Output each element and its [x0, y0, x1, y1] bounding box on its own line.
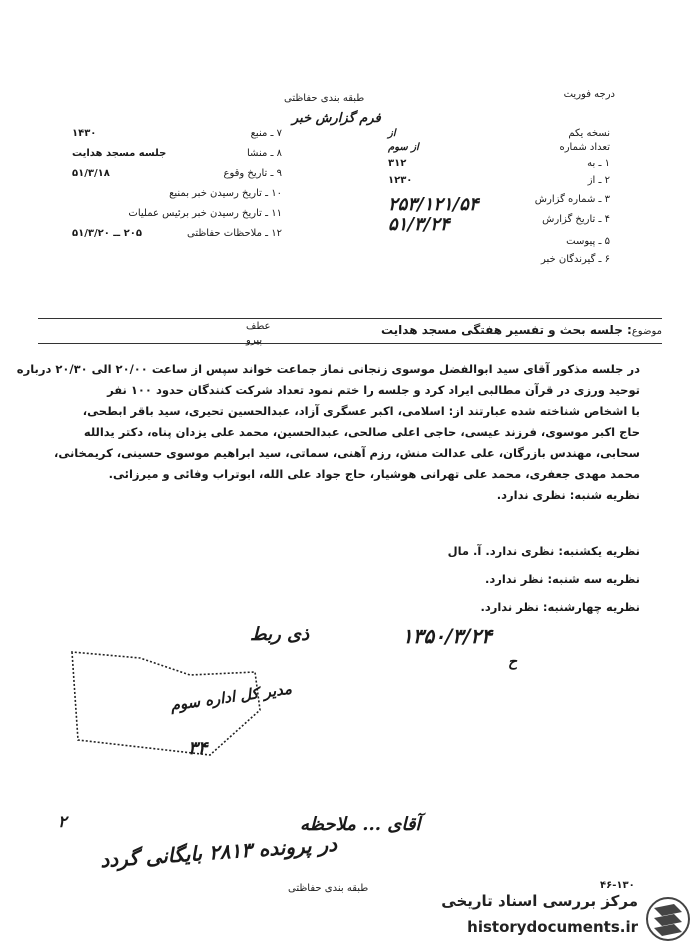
handwritten-bottom-mark: ۲: [58, 812, 67, 831]
right-field-report-date: ۴ ـ تاریخ گزارش ۵۱/۳/۲۴: [388, 214, 610, 235]
right-field-from: ۲ ـ از ۱۲۳۰: [388, 175, 610, 194]
separator-top: [38, 318, 662, 319]
handwritten-box-note: مدیر کل اداره سوم: [169, 679, 293, 715]
classification-top: طبقه بندی حفاظتی: [284, 93, 365, 104]
handwritten-note-ref: ذی ربط: [250, 624, 310, 645]
separator-subject: [38, 343, 662, 344]
handwritten-initials: ح: [508, 654, 518, 670]
right-field-count: تعداد شماره از سوم: [388, 142, 610, 158]
right-field-value: از: [388, 128, 396, 139]
watermark-logo-icon: [644, 896, 692, 942]
watermark-name: مرکز بررسی اسناد تاریخی: [441, 892, 638, 910]
right-field-value: ۲۵۳/۱۲۱/۵۴: [388, 194, 479, 215]
left-field-value: ۲۰۵ ــ ۵۱/۳/۲۰: [72, 228, 142, 239]
right-fields: [388, 128, 610, 272]
handwritten-bottom-note-2: در پرونده ۲۸۱۳ بایگانی گردد: [99, 831, 338, 873]
body-line: نظریه شنبه: نظری ندارد.: [496, 488, 640, 502]
watermark: [410, 890, 700, 948]
right-field-value: از سوم: [388, 142, 419, 153]
opinion-line: نظریه چهارشنبه: نظر ندارد.: [480, 600, 640, 614]
footer-code: ۴۶-۱۳۰: [600, 880, 635, 891]
margin-note-follow: پیرو: [246, 335, 263, 346]
right-field-attachment: ۵ ـ پیوست: [566, 236, 610, 247]
body-line: با اشخاص شناخته شده عبارتند از: اسلامی، اکبر عسگری آزاد، عبدالحسین تحیری، سید باقر ابطحی،: [82, 404, 640, 418]
opinion-line: نظریه یکشنبه: نظری ندارد. آ. مال: [447, 544, 640, 558]
left-field-8: ۸ ـ منشا جلسه مسجد هدایت: [72, 148, 282, 168]
subject-line: موضوع: جلسه بحث و تفسیر هفتگی مسجد هدایت: [380, 323, 662, 337]
left-fields: [72, 128, 282, 248]
body-line: سحابی، مهندس بازرگان، علی عدالت منش، رزم آهنی، سماتی، سید ابراهیم موسوی حسینی، کریمخانی،: [53, 446, 640, 460]
body-text: [16, 362, 640, 509]
form-title: فرم گزارش خبر: [292, 111, 381, 126]
right-field-value: ۵۱/۳/۲۴: [388, 214, 450, 235]
right-field-copy: نسخه یکم از: [388, 128, 610, 142]
subject-label: موضوع: [631, 326, 662, 337]
left-field-10: ۱۰ ـ تاریخ رسیدن خبر بمنبع: [169, 188, 282, 199]
body-line: حاج اکبر موسوی، فرزند عیسی، حاجی اعلی صالحی، عبدالحسین، محمد علی یزدان پناه، دکتر یدالله: [83, 425, 640, 439]
security-label: درجه فوریت: [563, 89, 615, 100]
right-field-recipients: ۶ ـ گیرندگان خبر: [540, 254, 610, 265]
left-field-11: ۱۱ ـ تاریخ رسیدن خبر برئیس عملیات: [128, 208, 282, 219]
opinion-line: نظریه سه شنبه: نظر ندارد.: [484, 572, 640, 586]
right-field-value: ۳۱۲: [388, 158, 407, 169]
left-field-7: ۷ ـ منبع ۱۴۳۰: [72, 128, 282, 148]
right-field-value: ۱۲۳۰: [388, 175, 413, 186]
margin-note-ref: عطف: [246, 321, 271, 332]
right-field-to: ۱ ـ به ۳۱۲: [388, 158, 610, 175]
subject-value: جلسه بحث و تفسیر هفتگی مسجد هدایت: [380, 323, 623, 337]
footer-classification: طبقه بندی حفاظتی: [288, 883, 369, 894]
watermark-url: historydocuments.ir: [467, 918, 638, 936]
left-field-value: جلسه مسجد هدایت: [72, 148, 167, 159]
left-field-9: ۹ ـ تاریخ وقوع ۵۱/۳/۱۸: [72, 168, 282, 188]
handwritten-date: ۱۳۵۰/۳/۲۴: [402, 624, 492, 648]
body-line: توحید ورزی در قرآن مطالبی ایراد کرد و جلسه را ختم نمود تعداد شرکت کنندگان حدود ۱۰۰ نفر: [107, 383, 640, 397]
handwritten-number: ۳۴: [188, 738, 208, 759]
body-line: محمد مهدی جعفری، محمد علی تهرانی هوشیار، حاج جواد علی الله، ابوتراب وفائی و میرزائی.: [108, 467, 640, 481]
left-field-value: ۱۴۳۰: [72, 128, 97, 139]
left-field-value: ۵۱/۳/۱۸: [72, 168, 110, 179]
handwritten-bottom-note-1: آقای ... ملاحظه: [300, 814, 421, 835]
left-field-12: ۱۲ ـ ملاحظات حفاظتی ۲۰۵ ــ ۵۱/۳/۲۰: [72, 228, 282, 248]
body-line: در جلسه مذکور آقای سید ابوالفضل موسوی زنجانی نماز جماعت خواند سپس از ساعت ۲۰/۰۰ الی ۲۰/۳۰ درباره: [16, 362, 640, 376]
right-field-report-number: ۳ ـ شماره گزارش ۲۵۳/۱۲۱/۵۴: [388, 194, 610, 215]
opinions: [360, 544, 640, 628]
